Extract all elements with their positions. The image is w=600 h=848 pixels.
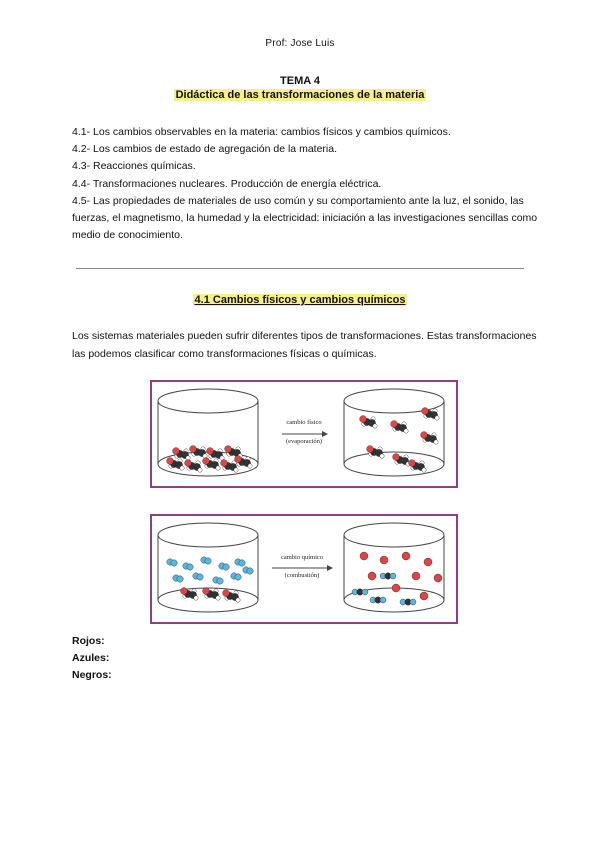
water-molecule [412,572,420,580]
label-black: Negros: [72,669,112,681]
hydrogen-atom [422,468,426,472]
hydrogen-atom [404,429,408,433]
arrow-physical-sublabel: (evaporación) [285,438,323,445]
toc-item-4-5: 4.5- Las propiedades de materiales de uso común y su comportamiento ante la luz, el sonido, las fuerzas, el magnetismo, la humedad y la electricidad: iniciación a las investigaciones sencillas como medio de conocimiento. [72,194,538,242]
oxygen-atom [380,597,386,603]
beaker-right-2 [344,523,444,612]
beaker-left-2 [158,523,258,612]
toc-item-4-2: 4.2- Los cambios de estado de agregación de la materia. [72,143,337,156]
water-molecule [392,584,400,592]
oxygen-molecule-atom [205,558,211,564]
oxygen-atom [221,460,228,467]
oxygen-atom [367,446,374,453]
oxygen-atom [225,446,232,453]
hydrogen-atom [373,424,377,428]
water-molecule [420,592,428,600]
figure-chemical-change [150,514,458,624]
color-labels [72,633,112,684]
oxygen-molecule-atom [177,576,183,582]
arrow-chemical [272,565,333,571]
oxygen-molecule-atom [197,574,203,580]
molecules-gas [360,408,440,473]
oxygen-molecule-atom [239,560,245,566]
oxygen-atom [203,588,210,595]
hydrogen-atom [194,596,198,600]
oxygen-atom [173,448,180,455]
water-molecule [368,572,376,580]
water-molecule [402,552,410,560]
arrow-chemical-sublabel: (combustión) [284,572,320,579]
page-header-author: Prof: Jose Luis [265,38,335,49]
oxygen-atom [362,589,368,595]
arrow-chemical-label: cambio químico [280,554,324,561]
toc-item-4-3: 4.3- Reacciones químicas. [72,160,196,173]
section-divider [76,268,524,269]
oxygen-molecule-atom [223,564,229,570]
hydrogen-atom [248,464,252,468]
oxygen-atom [421,432,428,439]
water-molecule [380,556,388,564]
oxygen-atom [207,448,214,455]
physical-change-diagram [152,382,456,486]
chemical-change-diagram [152,516,456,622]
intro-paragraph: Los sistemas materiales pueden sufrir diferentes tipos de transformaciones. Estas transformaciones las podemos clasificar como transformaciones físicas o químicas. [72,330,537,360]
oxygen-molecule-atom [235,574,241,580]
oxygen-atom [190,446,197,453]
oxygen-atom [410,599,416,605]
oxygen-atom [167,458,174,465]
hydrogen-atom [380,454,384,458]
oxygen-atom [181,588,188,595]
oxygen-molecule-atom [187,564,193,570]
oxygen-atom [235,456,242,463]
hydrogen-atom [198,468,202,472]
section-heading [0,294,600,306]
section-heading-text: 4.1 Cambios físicos y cambios químicos [194,294,406,306]
table-of-contents [72,124,542,244]
beaker-right [344,389,444,476]
arrow-physical [282,431,328,437]
oxygen-atom [422,408,429,415]
oxygen-atom [185,460,192,467]
molecules-products [352,552,442,605]
figure-physical-change [150,380,458,488]
topic-subtitle [0,89,600,101]
oxygen-atom [393,454,400,461]
hydrogen-atom [435,416,439,420]
hydrogen-atom [180,466,184,470]
topic-subtitle-text: Didáctica de las transformaciones de la materia [175,89,425,101]
hydrogen-atom [216,466,220,470]
arrow-physical-label: cambio físico [286,419,322,426]
water-molecule [434,574,442,582]
oxygen-atom [390,573,396,579]
oxygen-molecule-atom [247,568,253,574]
toc-item-4-1: 4.1- Los cambios observables en la materia: cambios físicos y cambios químicos. [72,126,451,138]
oxygen-atom [409,460,416,467]
oxygen-atom [203,458,210,465]
oxygen-molecule-atom [217,578,223,584]
topic-title: TEMA 4 [280,75,320,87]
oxygen-atom [391,421,398,428]
label-blue: Azules: [72,652,110,664]
oxygen-atom [360,416,367,423]
hydrogen-atom [234,468,238,472]
water-molecule [424,558,432,566]
water-molecule [360,552,368,560]
hydrogen-atom [216,596,220,600]
label-red: Rojos: [72,635,105,647]
oxygen-atom [223,590,230,597]
hydrogen-atom [236,598,240,602]
molecules-reactants [167,557,253,602]
hydrogen-atom [434,440,438,444]
toc-item-4-4: 4.4- Transformaciones nucleares. Producción de energía eléctrica. [72,177,382,190]
oxygen-molecule-atom [171,560,177,566]
molecules-liquid [167,446,253,473]
